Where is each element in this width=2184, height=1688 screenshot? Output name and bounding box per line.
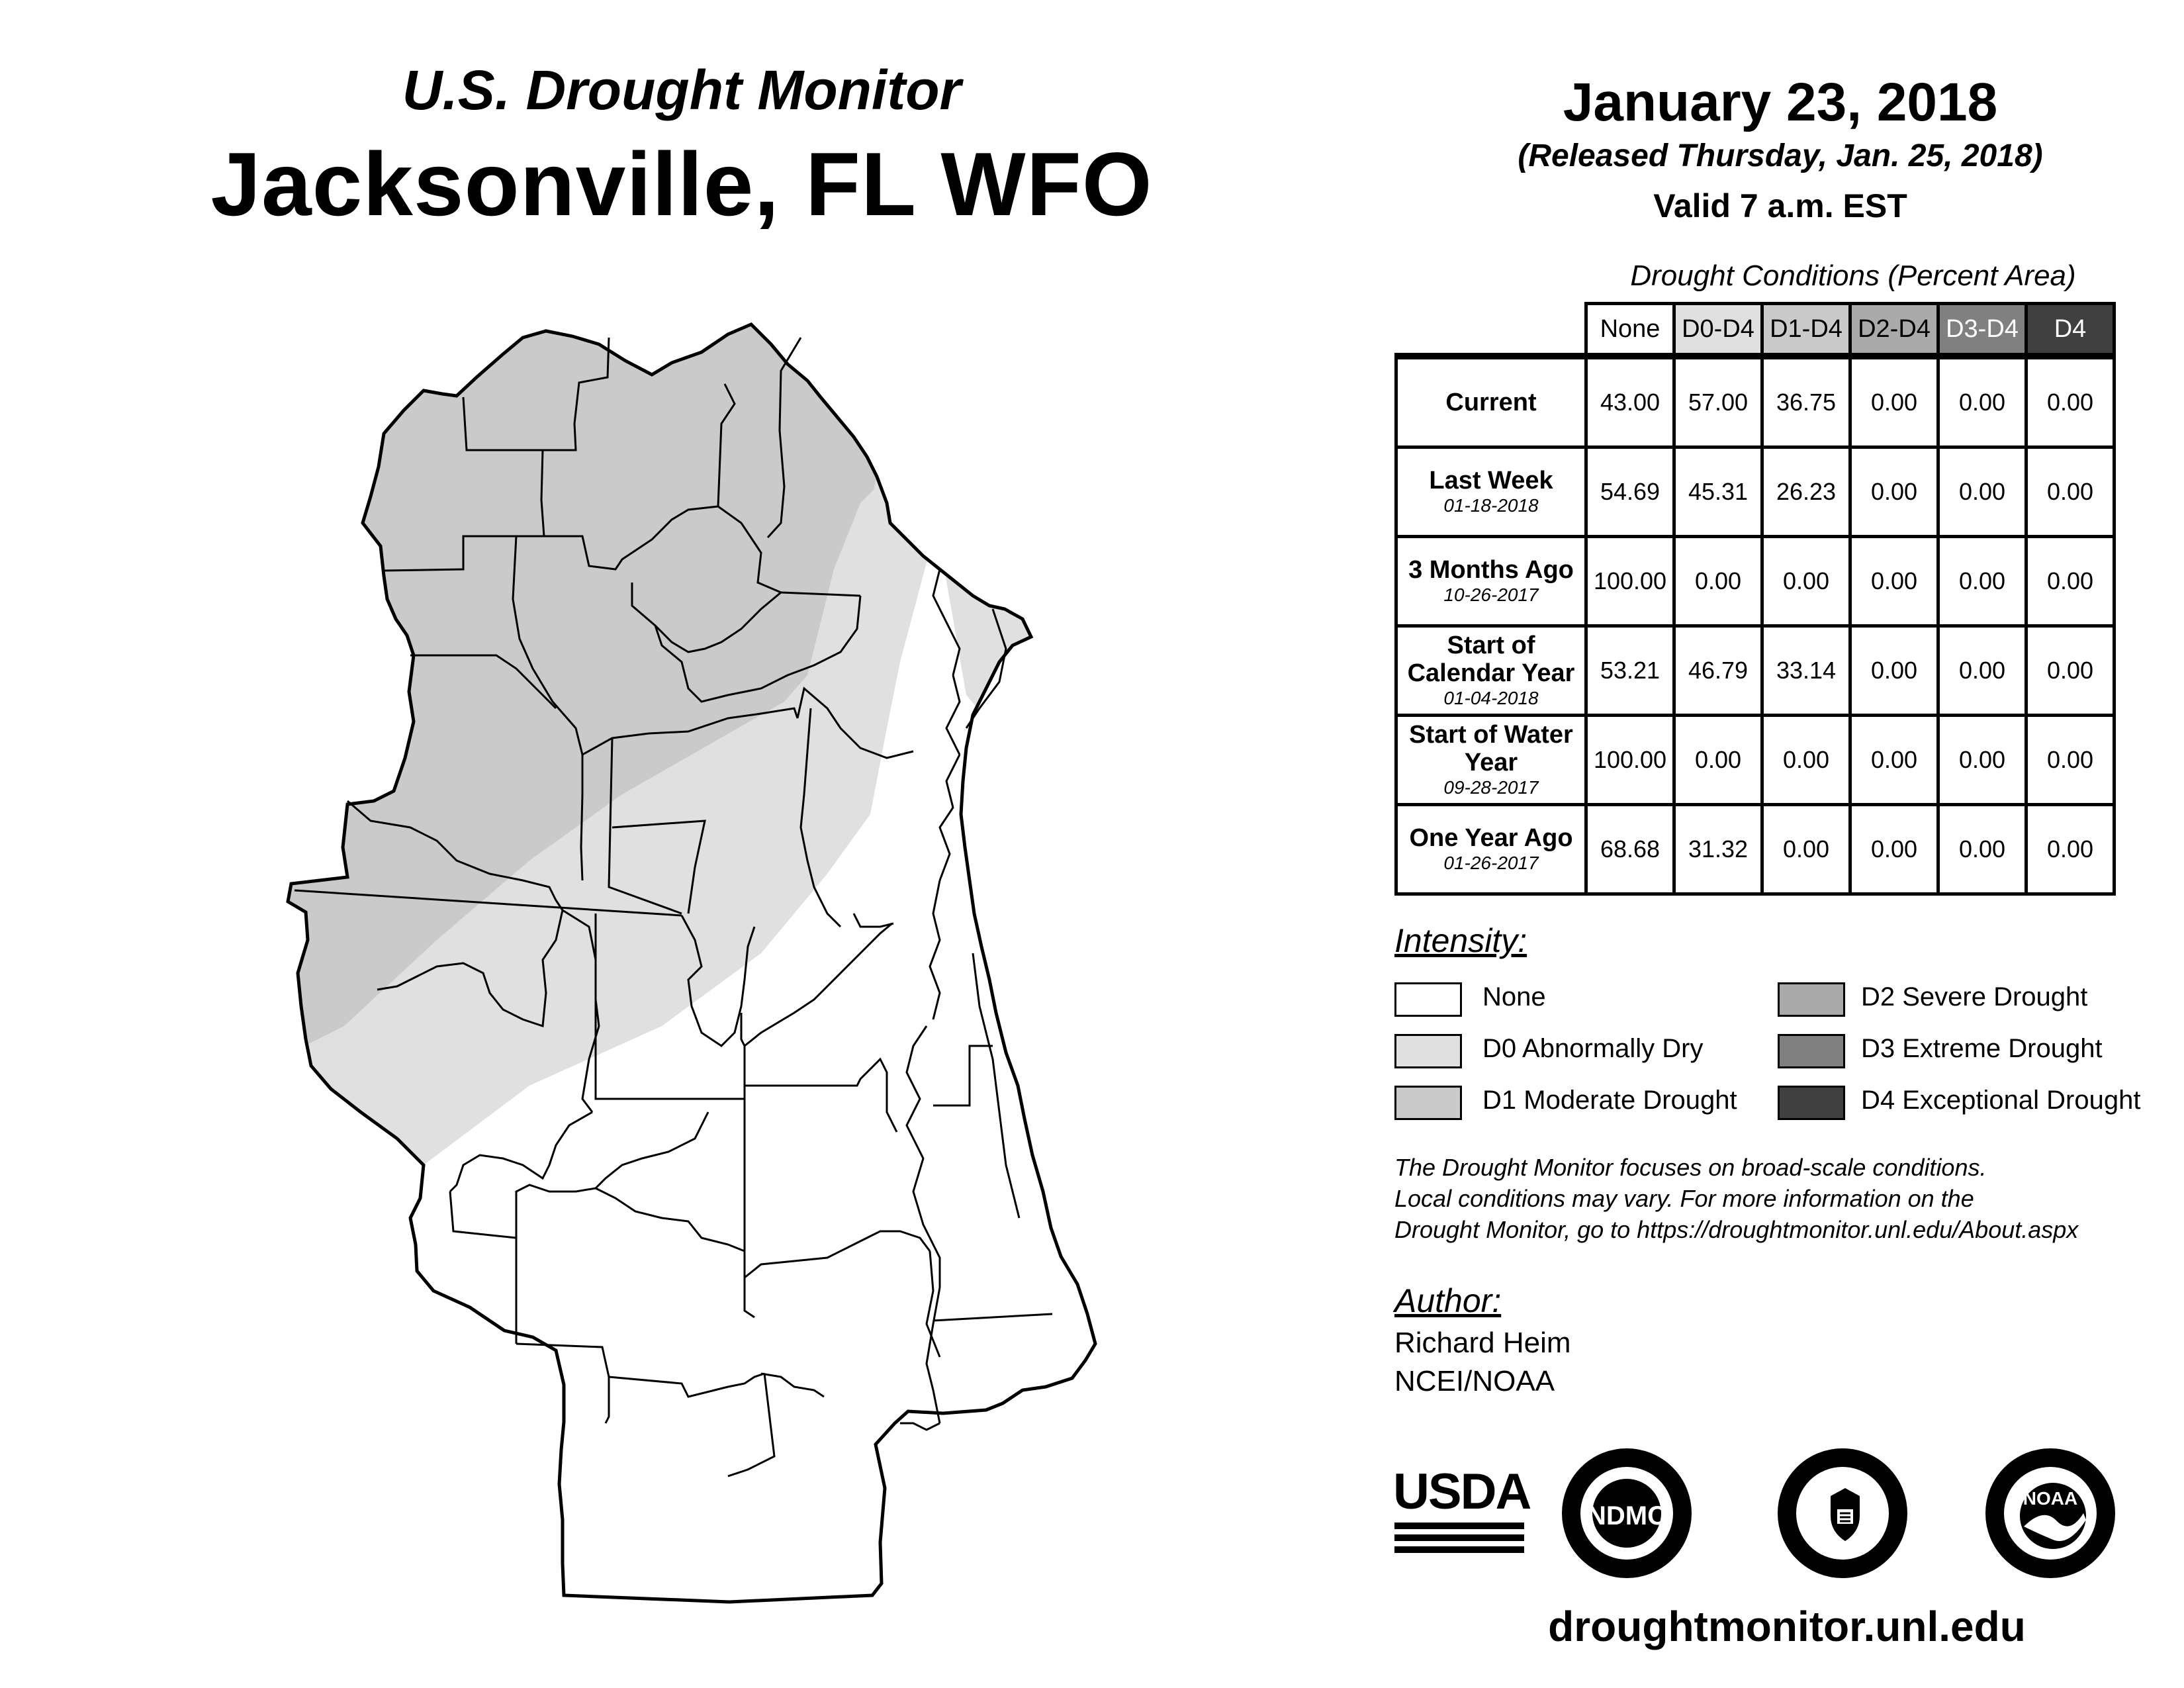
table-cell: 0.00 bbox=[1674, 716, 1762, 805]
usda-logo-stripe bbox=[1394, 1523, 1524, 1529]
table-cell: 0.00 bbox=[1938, 716, 2026, 805]
table-row bbox=[1396, 626, 2115, 716]
table-cell: 26.23 bbox=[1762, 447, 1850, 537]
table-corner bbox=[1396, 304, 1586, 357]
row-label bbox=[1396, 716, 1586, 805]
table-cell: 0.00 bbox=[1938, 447, 2026, 537]
table-cell: 0.00 bbox=[1938, 356, 2026, 447]
row-label bbox=[1396, 537, 1586, 626]
table-cell: 0.00 bbox=[1674, 537, 1762, 626]
table-cell: 0.00 bbox=[2026, 805, 2115, 894]
table-cell: 53.21 bbox=[1586, 626, 1674, 716]
legend-label: D0 Abnormally Dry bbox=[1482, 1034, 1704, 1063]
table-cell: 100.00 bbox=[1586, 537, 1674, 626]
row-label-date: 10-26-2017 bbox=[1443, 585, 1539, 605]
author-organization: NCEI/NOAA bbox=[1394, 1365, 1555, 1397]
row-label bbox=[1396, 805, 1586, 894]
table-cell: 0.00 bbox=[1938, 626, 2026, 716]
col-header: D1-D4 bbox=[1762, 304, 1850, 357]
row-label-date: 01-18-2018 bbox=[1443, 495, 1539, 516]
table-cell: 0.00 bbox=[2026, 626, 2115, 716]
table-cell: 0.00 bbox=[2026, 447, 2115, 537]
table-row bbox=[1396, 447, 2115, 537]
usda-logo-stripe bbox=[1394, 1546, 1524, 1553]
table-cell: 0.00 bbox=[1850, 716, 1938, 805]
table-cell: 46.79 bbox=[1674, 626, 1762, 716]
table-cell: 0.00 bbox=[1762, 716, 1850, 805]
table-cell: 0.00 bbox=[1850, 626, 1938, 716]
usda-logo bbox=[1393, 1463, 1531, 1556]
table-cell: 45.31 bbox=[1674, 447, 1762, 537]
table-row bbox=[1396, 716, 2115, 805]
note-line: Local conditions may vary. For more information on the bbox=[1394, 1185, 1974, 1212]
row-label-text: Start of Water Year bbox=[1409, 721, 1573, 776]
col-header: D2-D4 bbox=[1850, 304, 1938, 357]
table-cell: 0.00 bbox=[1762, 537, 1850, 626]
col-header: D4 bbox=[2026, 304, 2115, 357]
col-header: None bbox=[1586, 304, 1674, 357]
row-label-text: Start of Calendar Year bbox=[1407, 632, 1575, 687]
usda-logo-stripe bbox=[1394, 1534, 1524, 1541]
legend-swatch bbox=[1394, 1086, 1462, 1120]
row-label-text: 3 Months Ago bbox=[1408, 556, 1574, 584]
row-label-text: Current bbox=[1445, 389, 1537, 416]
table-cell: 0.00 bbox=[1850, 537, 1938, 626]
author-name: Richard Heim bbox=[1394, 1327, 1571, 1359]
row-label-text: One Year Ago bbox=[1409, 824, 1573, 852]
title-top: U.S. Drought Monitor bbox=[402, 59, 962, 121]
table-row bbox=[1396, 805, 2115, 894]
table-cell: 100.00 bbox=[1586, 716, 1674, 805]
map-date: January 23, 2018 bbox=[1563, 72, 1998, 132]
ndmc-logo bbox=[1562, 1448, 1692, 1578]
legend-label: D2 Severe Drought bbox=[1861, 982, 2088, 1011]
table-cell: 43.00 bbox=[1586, 356, 1674, 447]
table-cell: 0.00 bbox=[1938, 805, 2026, 894]
table-cell: 31.32 bbox=[1674, 805, 1762, 894]
table-row bbox=[1396, 537, 2115, 626]
table-cell: 0.00 bbox=[1850, 356, 1938, 447]
col-header: D0-D4 bbox=[1674, 304, 1762, 357]
table-cell: 0.00 bbox=[2026, 356, 2115, 447]
legend-swatch bbox=[1778, 1034, 1845, 1068]
legend-label: D4 Exceptional Drought bbox=[1861, 1086, 2141, 1115]
row-label bbox=[1396, 447, 1586, 537]
note-line: The Drought Monitor focuses on broad-scale conditions. bbox=[1394, 1154, 1987, 1181]
table-cell: 0.00 bbox=[1850, 805, 1938, 894]
legend-label: D3 Extreme Drought bbox=[1861, 1034, 2103, 1063]
table-cell: 33.14 bbox=[1762, 626, 1850, 716]
row-label-text: Last Week bbox=[1429, 467, 1553, 494]
table-cell: 0.00 bbox=[1850, 447, 1938, 537]
table-cell: 0.00 bbox=[2026, 716, 2115, 805]
commerce-seal-icon bbox=[1778, 1448, 1907, 1578]
table-row bbox=[1396, 356, 2115, 447]
table-cell: 36.75 bbox=[1762, 356, 1850, 447]
eagle-shield-icon bbox=[1813, 1483, 1877, 1546]
table-cell: 57.00 bbox=[1674, 356, 1762, 447]
table-header-row bbox=[1396, 304, 2115, 357]
legend-swatch bbox=[1778, 1086, 1845, 1120]
table-cell: 54.69 bbox=[1586, 447, 1674, 537]
table-cell: 0.00 bbox=[1938, 537, 2026, 626]
row-label-date: 09-28-2017 bbox=[1443, 777, 1539, 798]
note-line: Drought Monitor, go to https://droughtmonitor.unl.edu/About.aspx bbox=[1394, 1216, 2079, 1243]
drought-conditions-table bbox=[1394, 302, 2116, 896]
noaa-logo-text: NOAA bbox=[2023, 1488, 2078, 1509]
release-date: (Released Thursday, Jan. 25, 2018) bbox=[1518, 138, 2043, 173]
row-label bbox=[1396, 356, 1586, 447]
usda-logo-text: USDA bbox=[1393, 1464, 1531, 1520]
legend-swatch bbox=[1394, 982, 1462, 1017]
page-title: Jacksonville, FL WFO bbox=[210, 134, 1153, 234]
legend-label: D1 Moderate Drought bbox=[1482, 1086, 1737, 1115]
legend-swatch bbox=[1778, 982, 1845, 1017]
valid-time: Valid 7 a.m. EST bbox=[1653, 187, 1907, 224]
row-label-date: 01-04-2018 bbox=[1443, 688, 1539, 708]
row-label bbox=[1396, 626, 1586, 716]
table-cell: 0.00 bbox=[2026, 537, 2115, 626]
table-cell: 0.00 bbox=[1762, 805, 1850, 894]
author-label: Author: bbox=[1394, 1282, 1502, 1319]
legend-label: None bbox=[1482, 982, 1546, 1011]
conditions-title: Drought Conditions (Percent Area) bbox=[1630, 259, 2076, 292]
row-label-date: 01-26-2017 bbox=[1443, 853, 1539, 873]
ndmc-logo-text: NDMC bbox=[1587, 1501, 1666, 1530]
website-link[interactable]: droughtmonitor.unl.edu bbox=[1548, 1603, 2026, 1650]
noaa-logo bbox=[1985, 1448, 2115, 1578]
legend-title: Intensity: bbox=[1394, 922, 1527, 959]
disclaimer-note bbox=[1394, 1152, 2156, 1245]
legend-swatch bbox=[1394, 1034, 1462, 1068]
table-cell: 68.68 bbox=[1586, 805, 1674, 894]
col-header: D3-D4 bbox=[1938, 304, 2026, 357]
